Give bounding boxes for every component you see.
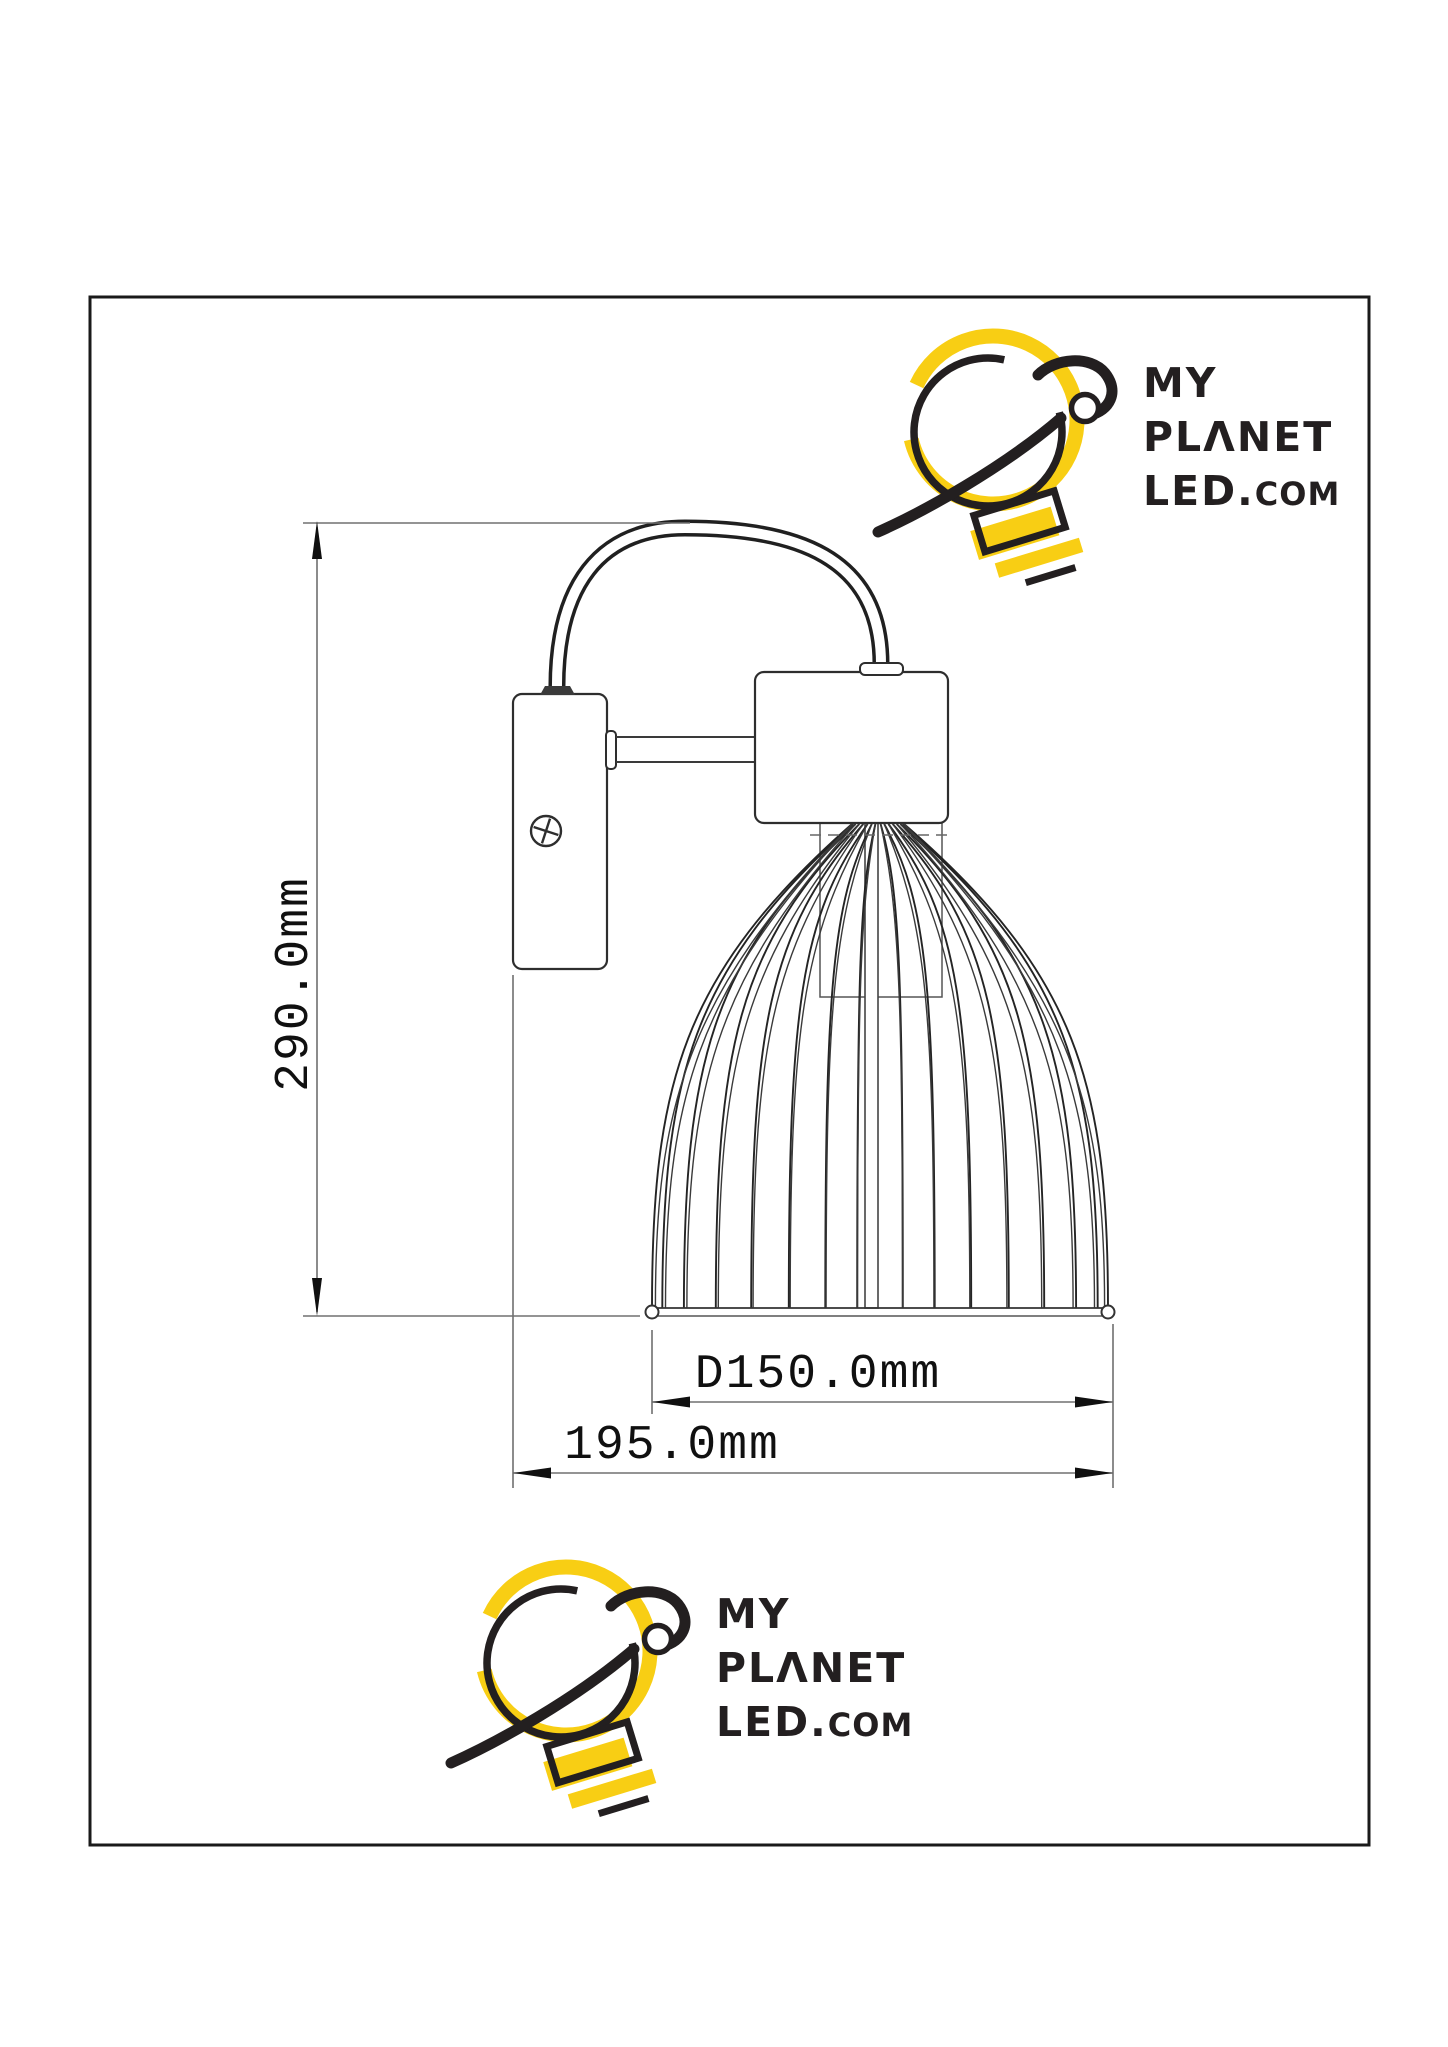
lamp-head-stub xyxy=(860,663,903,675)
diameter-label: D150.0mm xyxy=(694,1348,942,1402)
height-label: 290.0mm xyxy=(268,876,322,1092)
depth-label: 195.0mm xyxy=(564,1419,780,1473)
brand-logo-bottom xyxy=(451,1539,913,1828)
cable-gland xyxy=(540,686,575,695)
logo-word-my: MY xyxy=(716,1590,791,1638)
lamp-head xyxy=(755,672,948,823)
logo-word-my: MY xyxy=(1143,359,1218,407)
wall-lamp-drawing xyxy=(513,528,1115,1319)
gooseneck-arm xyxy=(557,528,881,694)
dimension-height xyxy=(268,521,690,1316)
cage-center-rod xyxy=(865,823,878,1308)
logo-word-led: LED.COM xyxy=(1143,467,1341,515)
planet-logo-icon xyxy=(451,1539,685,1828)
wire-cage-shade xyxy=(652,824,1108,1308)
brand-logo-top xyxy=(878,308,1340,597)
logo-word-planet: PLΛNET xyxy=(716,1644,907,1692)
cage-bottom-rim xyxy=(646,1306,1115,1319)
logo-word-planet: PLΛNET xyxy=(1143,413,1334,461)
support-arm xyxy=(616,737,755,762)
bracket-tab xyxy=(606,731,616,769)
planet-logo-icon xyxy=(878,308,1112,597)
logo-word-led: LED.COM xyxy=(716,1698,914,1746)
dimension-depth xyxy=(513,975,1113,1488)
